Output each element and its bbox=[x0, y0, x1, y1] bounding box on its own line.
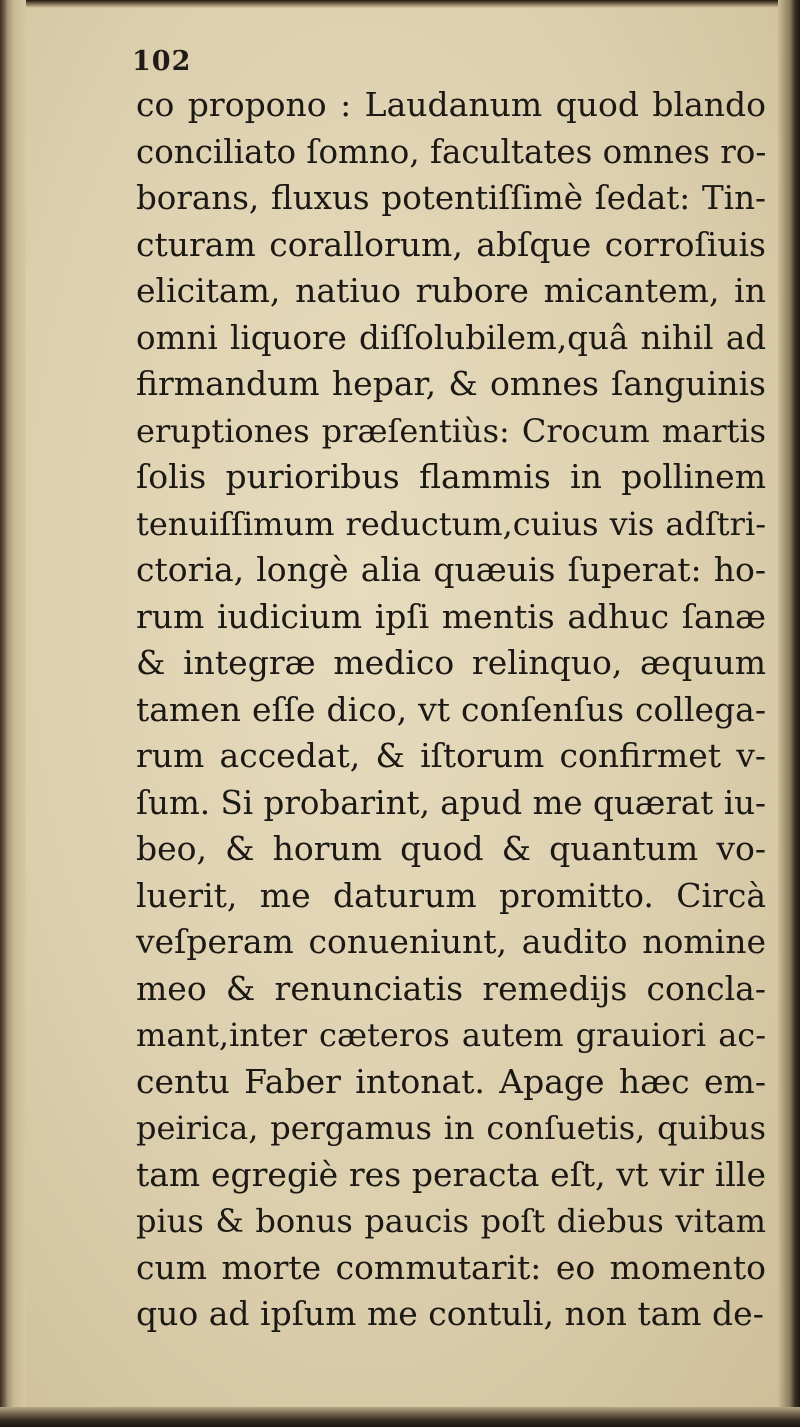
text-line: centu Faber intonat. Apage hæc em- bbox=[136, 1061, 766, 1101]
text-line: pius & bonus paucis poſt diebus vitam bbox=[136, 1202, 766, 1240]
text-line: peirica, pergamus in conſuetis, quibus bbox=[136, 1109, 766, 1147]
body-text bbox=[136, 82, 766, 1338]
text-line: firmandum hepar, & omnes ſanguinis bbox=[136, 364, 766, 403]
text-line: eruptiones præſentiùs: Crocum martis bbox=[136, 411, 766, 450]
text-line: conciliato ſomno, facultates omnes ro- bbox=[136, 132, 767, 171]
page-left-edge bbox=[0, 0, 26, 1427]
text-line: borans, fluxus potentiſſimè ſedat: Tin- bbox=[136, 179, 766, 217]
text-line: rum iudicium ipſi mentis adhuc ſanæ bbox=[136, 596, 766, 636]
text-line: quo ad ipſum me contuli, non tam de- bbox=[136, 1294, 764, 1333]
text-line: ctoria, longè alia quæuis ſuperat: ho- bbox=[136, 550, 766, 589]
text-line: elicitam, natiuo rubore micantem, in bbox=[136, 271, 766, 310]
text-line: co propono : Laudanum quod blando bbox=[136, 85, 766, 124]
text-line: tam egregiè res peracta eſt, vt vir ille bbox=[136, 1154, 766, 1194]
text-line: & integræ medico relinquo, æquum bbox=[136, 643, 766, 682]
text-line: luerit, me daturum promitto. Circà bbox=[136, 875, 766, 915]
text-line: meo & renunciatis remedijs concla- bbox=[136, 968, 766, 1008]
text-line: tamen eſſe dico, vt conſenſus collega- bbox=[136, 689, 766, 729]
page-bottom-edge bbox=[0, 1407, 800, 1427]
text-line: cturam corallorum, abſque corroſiuis bbox=[136, 224, 766, 264]
text-line: ſolis purioribus flammis in pollinem bbox=[136, 457, 766, 496]
text-line: mant,inter cæteros autem grauiori ac- bbox=[136, 1016, 766, 1054]
text-line: rum accedat, & iſtorum confirmet v- bbox=[136, 736, 766, 775]
text-line: beo, & horum quod & quantum vo- bbox=[136, 829, 766, 868]
text-line: cum morte commutarit: eo momento bbox=[136, 1247, 766, 1287]
page-top-edge bbox=[0, 0, 800, 8]
page-right-edge bbox=[778, 0, 800, 1427]
text-line: veſperam conueniunt, audito nomine bbox=[136, 922, 766, 961]
page-number: 102 bbox=[132, 46, 192, 77]
text-line: omni liquore diſſolubilem,quâ nihil ad bbox=[136, 318, 766, 357]
text-line: ſum. Si probarint, apud me quærat iu- bbox=[136, 783, 766, 822]
text-line: tenuiſſimum reductum,cuius vis adſtri- bbox=[136, 504, 766, 543]
